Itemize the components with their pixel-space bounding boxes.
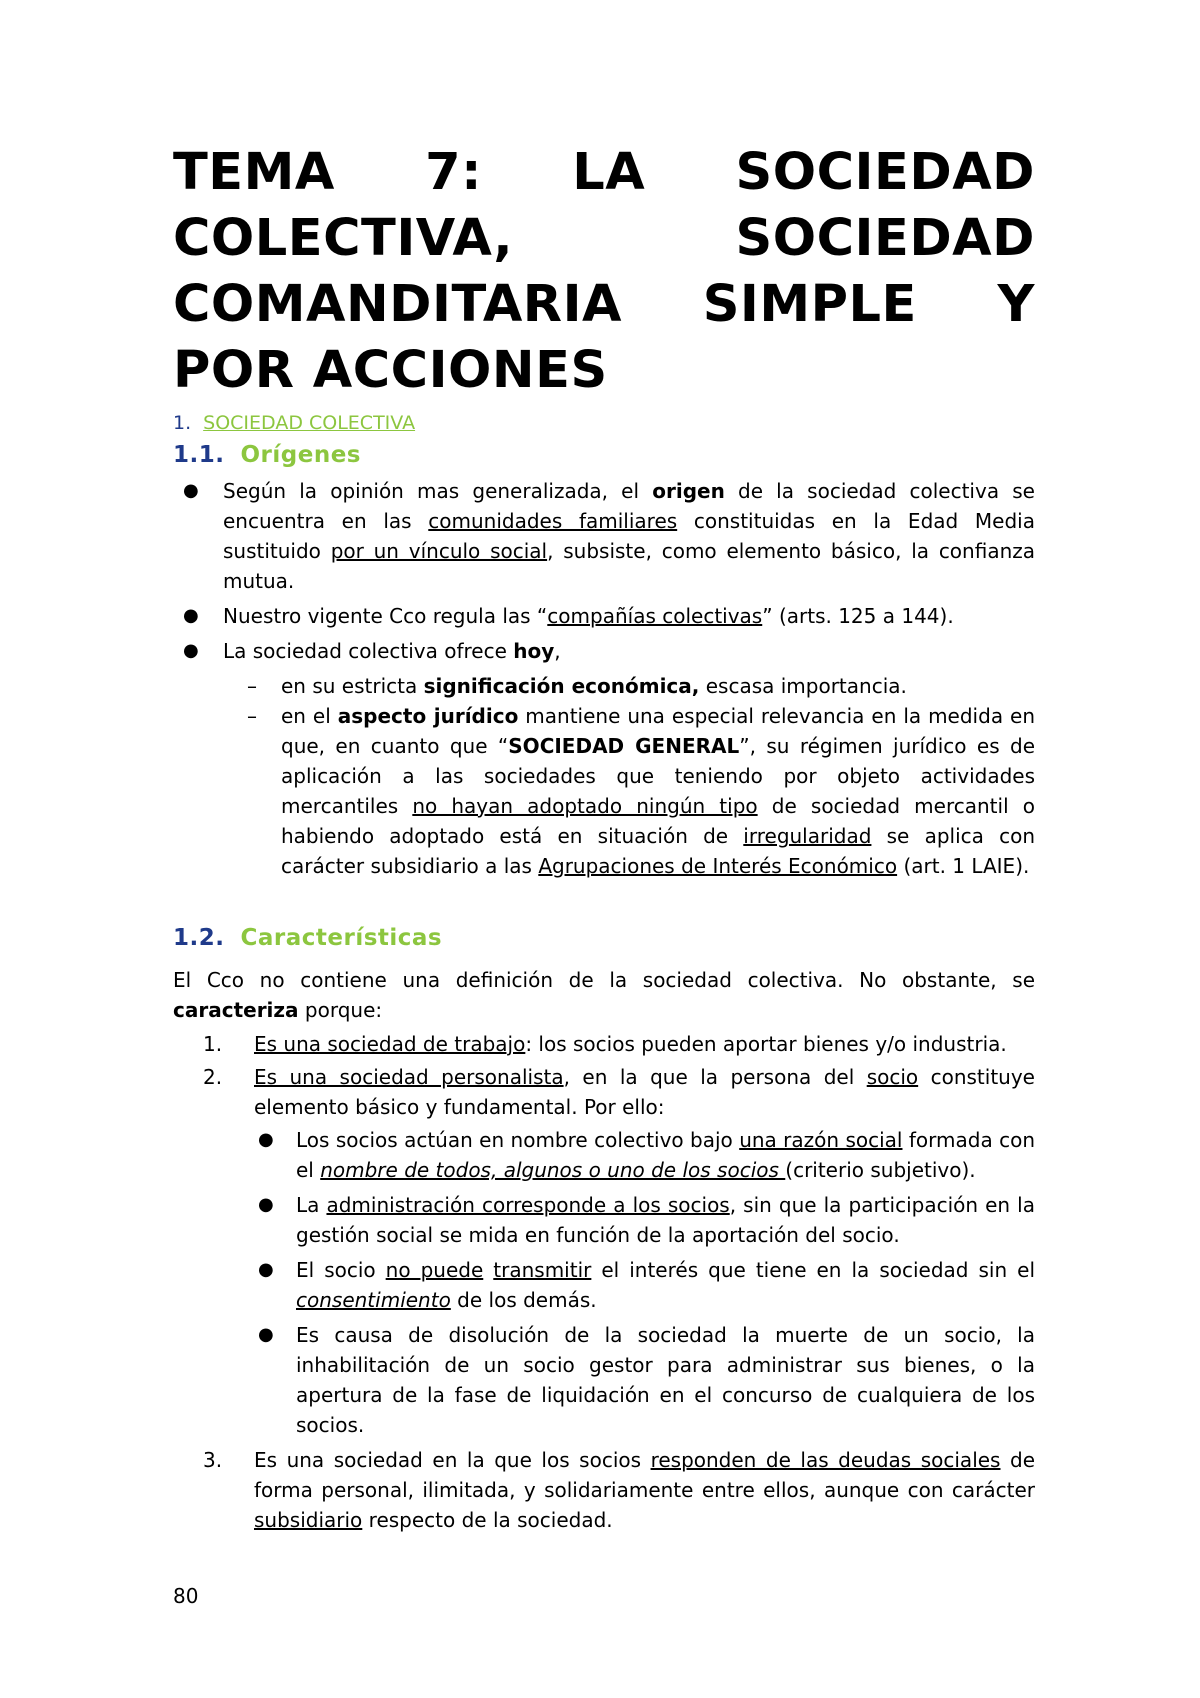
section-label: SOCIEDAD COLECTIVA xyxy=(203,412,416,434)
page-number: 80 xyxy=(173,1584,199,1608)
section-heading-sociedad-colectiva xyxy=(173,412,1035,434)
bullet-icon: ● xyxy=(183,605,199,626)
item-number: 2. xyxy=(203,1065,223,1089)
section-number: 1. xyxy=(173,412,192,434)
bullet-icon: ● xyxy=(258,1324,274,1345)
origenes-bullet-list xyxy=(173,476,1035,881)
list-item: ● Los socios actúan en nombre colectivo bajo una razón social formada con el nombre de todos, algunos o uno de los socios (criterio subjetivo). xyxy=(173,1125,1035,1185)
document-page xyxy=(173,140,1035,1538)
item-number: 1. xyxy=(203,1032,223,1056)
bullet-icon: ● xyxy=(258,1259,274,1280)
subsection-number: 1.1. xyxy=(173,442,225,468)
bullet-icon: ● xyxy=(183,480,199,501)
subsection-heading-origenes xyxy=(173,442,1035,468)
list-item: ● Según la opinión mas generalizada, el origen de la sociedad colectiva se encuentra en las comunidades familiares constituidas en la Edad Media sustituido por un vínculo social, subsiste, como elemento básico, la confianza mutua. xyxy=(173,476,1035,596)
list-item: ● Nuestro vigente Cco regula las “compañías colectivas” (arts. 125 a 144). xyxy=(173,601,1035,631)
dash-icon: – xyxy=(247,674,257,698)
bullet-icon: ● xyxy=(258,1194,274,1215)
subsection-label: Orígenes xyxy=(240,442,361,468)
bullet-icon: ● xyxy=(258,1129,274,1150)
subsection-heading-caracteristicas xyxy=(173,925,1035,951)
list-item: ● Es causa de disolución de la sociedad la muerte de un socio, la inhabilitación de un socio gestor para administrar sus bienes, o la apertura de la fase de liquidación en el concurso de cualquiera de los socios. xyxy=(173,1320,1035,1440)
list-item: 2. Es una sociedad personalista, en la que la persona del socio constituye elemento básico y fundamental. Por ello: xyxy=(173,1062,1035,1122)
list-item: – en el aspecto jurídico mantiene una especial relevancia en la medida en que, en cuanto que “SOCIEDAD GENERAL”, su régimen jurídico es de aplicación a las sociedades que teniendo por objeto actividades mercantiles no hayan adoptado ningún tipo de sociedad mercantil o habiendo adoptado está en situación de irregularidad se aplica con carácter subsidiario a las Agrupaciones de Interés Económico (art. 1 LAIE). xyxy=(173,701,1035,881)
list-item: ● La sociedad colectiva ofrece hoy, xyxy=(173,636,1035,666)
item-number: 3. xyxy=(203,1448,223,1472)
list-item: – en su estricta significación económica, escasa importancia. xyxy=(173,671,1035,701)
list-item: 1. Es una sociedad de trabajo: los socios pueden aportar bienes y/o industria. xyxy=(173,1029,1035,1059)
subsection-label: Características xyxy=(240,925,443,951)
dash-icon: – xyxy=(247,704,257,728)
bullet-icon: ● xyxy=(183,640,199,661)
list-item: 3. Es una sociedad en la que los socios responden de las deudas sociales de forma personal, ilimitada, y solidariamente entre ellos, aunque con carácter subsidiario respecto de la sociedad. xyxy=(173,1445,1035,1535)
page-title: TEMA 7: LA SOCIEDAD COLECTIVA, SOCIEDAD COMANDITARIA SIMPLE Y POR ACCIONES xyxy=(173,143,1035,400)
subsection-number: 1.2. xyxy=(173,925,225,951)
list-item: ● El socio no puede transmitir el interés que tiene en la sociedad sin el consentimiento de los demás. xyxy=(173,1255,1035,1315)
list-item: ● La administración corresponde a los socios, sin que la participación en la gestión social se mida en función de la aportación del socio. xyxy=(173,1190,1035,1250)
intro-paragraph: El Cco no contiene una definición de la sociedad colectiva. No obstante, se caracteriza porque: xyxy=(173,968,1035,1022)
caracteristicas-numbered-list xyxy=(173,1029,1035,1535)
